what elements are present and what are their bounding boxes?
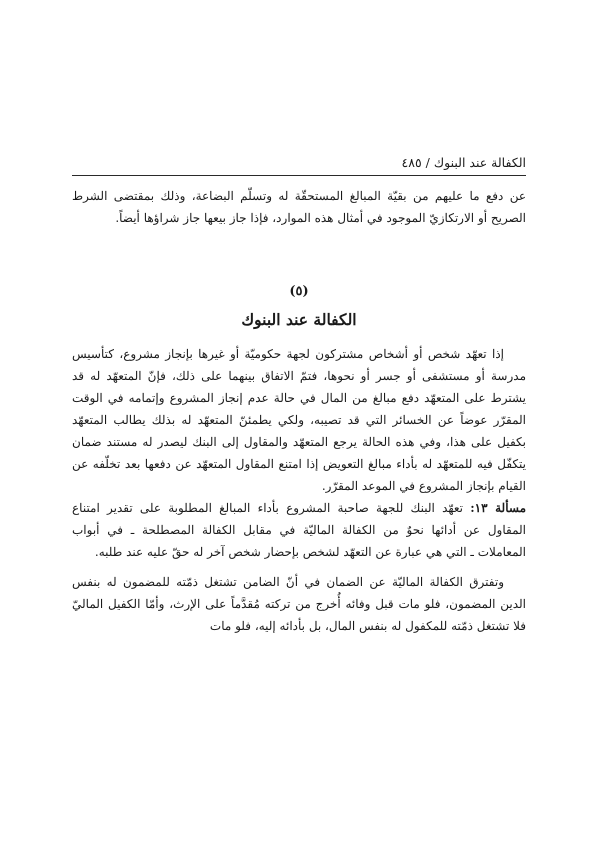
running-head-title: الكفالة عند البنوك / ٤٨٥	[401, 155, 526, 170]
issue-label: مسألة ١٣:	[470, 501, 526, 515]
intro-paragraph-block	[72, 185, 526, 229]
body-paragraph-1: إذا تعهّد شخص أو أشخاص مشتركون لجهة حكوميّة أو غيرها بإنجاز مشروع، كتأسيس مدرسة أو مستشفى أو جسر أو نحوها، فتمّ الاتفاق بينهما على ذلك، فإنّ المتعهّد له قد يشترط على المتعهّد دفع مبالغ من المال في حالة عدم إنجاز المشروع وإتمامه في الوقت المقرّر عوضاً عن الخسائر التي قد تصيبه، ولكي يطمئنّ المتعهّد له بذلك يطالب المتعهّد بكفيل على هذا، وفي هذه الحالة يرجع المتعهّد والمقاول إلى البنك ليصدر له مستند ضمان يتكفّل فيه للمتعهّد له بأداء مبالغ التعويض إذا امتنع المقاول المتعهّد عن دفعها بعد تخلّفه عن القيام بإنجاز المشروع في الموعد المقرّر.	[72, 347, 526, 493]
body-paragraph-2: وتفترق الكفالة الماليّة عن الضمان في أنّ الضامن تشتغل ذمّته للمضمون له بنفس الدين المضمون، فلو مات قبل وفائه أُخرج من تركته مُقدَّماً على الإرث، وأمّا الكفيل الماليّ فلا تشتغل ذمّته للمكفول له بنفس المال، بل بأدائه إليه، فلو مات	[72, 575, 526, 633]
issue-text: تعهّد البنك للجهة صاحبة المشروع بأداء المبالغ المطلوبة على تقدير امتناع المقاول عن أدائها نحوٌ من الكفالة الماليّة في مقابل الكفالة المصطلحة ـ في أبواب المعاملات ـ التي هي عبارة عن التعهّد لشخص بإحضار شخص آخر له حقّ عليه عند طلبه.	[72, 501, 526, 559]
issue-paragraph	[72, 497, 526, 563]
intro-paragraph: عن دفع ما عليهم من بقيّة المبالغ المستحقّة له وتسلّم البضاعة، وذلك بمقتضى الشرط الصريح أو الارتكازيّ الموجود في أمثال هذه الموارد، فإذا جاز بيعها جاز شراؤها أيضاً.	[72, 189, 526, 225]
section-number: (٥)	[289, 284, 309, 299]
section-title: الكفالة عند البنوك	[241, 310, 357, 329]
body-text-block	[72, 343, 526, 637]
page-header	[72, 155, 526, 176]
